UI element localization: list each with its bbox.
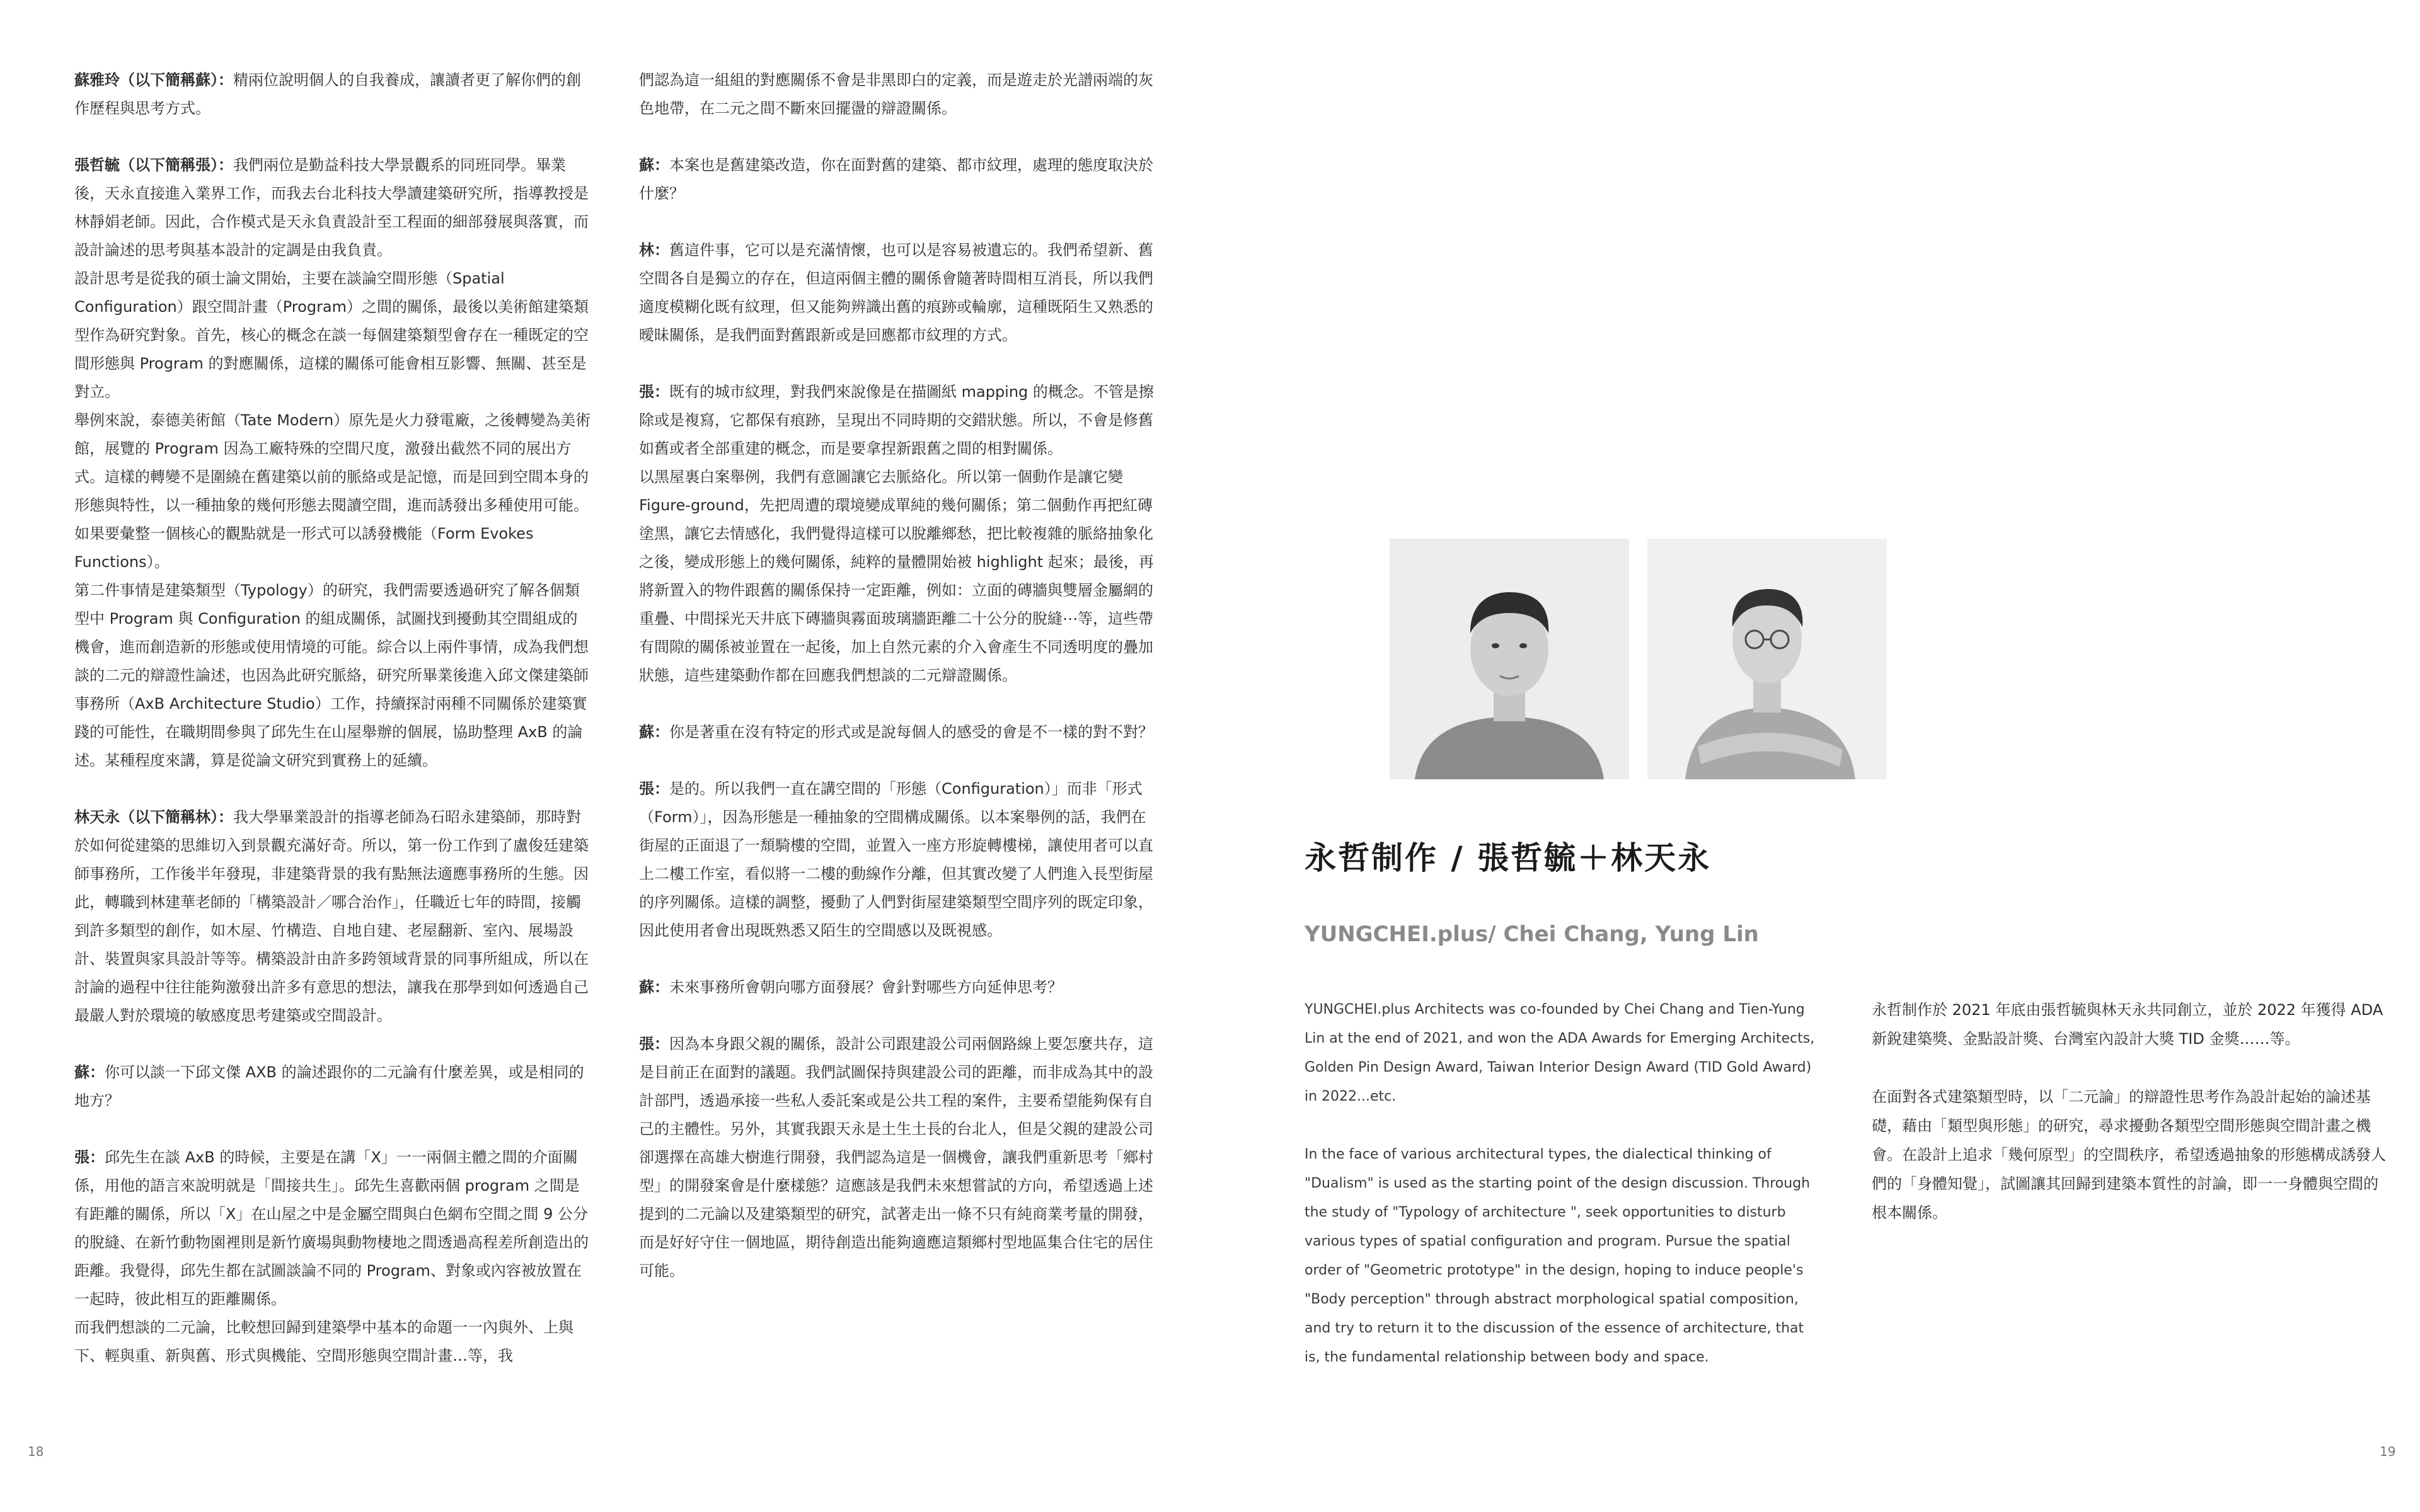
- paragraph-text: 未來事務所會朝向哪方面發展？會針對哪些方向延伸思考？: [669, 978, 1063, 996]
- paragraph-lin-old-new: [639, 236, 1156, 350]
- paragraph-thesis: 設計思考是從我的碩士論文開始，主要在談論空間形態（Spatial Configuration）跟空間計畫（Program）之間的關係，最後以美術館建築類型作為研究對象。首先，核心的概念在談一每個建築類型會存在一種既定的空間形態與 Program 的對應關係，這樣的關係可能會相互影響、無關、甚至是對立。: [74, 270, 589, 401]
- paragraph-text: 是的。所以我們一直在講空間的「形態（Configuration）」而非「形式（Form）」，因為形態是一種抽象的空間構成關係。以本案舉例的話，我們在街屋的正面退了一頹騎樓的空間，並置入一座方形旋轉樓梯，讓使用者可以直上二樓工作室，看似將一二樓的動線作分離，但其實改變了人們進入長型街屋的序列關係。這樣的調整，擾動了人們對街屋建築類型空間序列的既定印象，因此使用者會出現既熟悉又陌生的空間感以及既視感。: [639, 780, 1153, 939]
- paragraph-text: 舊這件事，它可以是充滿情懷，也可以是容易被遺忘的。我們希望新、舊空間各自是獨立的存在，但這兩個主體的關係會隨著時間相互消長，所以我們適度模糊化既有紋理，但又能夠辨識出舊的痕跡或輪廓，這種既陌生又熟悉的曖昧關係，是我們面對舊跟新或是回應都市紋理的方式。: [639, 241, 1153, 344]
- paragraph-text: 你可以談一下邱文傑 AXB 的論述跟你的二元論有什麼差異，或是相同的地方？: [74, 1063, 584, 1109]
- speaker-label: 蘇：: [639, 723, 669, 741]
- portrait-illustration: [1390, 539, 1629, 779]
- speaker-label: 蘇：: [639, 156, 669, 174]
- paragraph-su-intro: [74, 66, 591, 123]
- paragraph-text: 邱先生在談 AxB 的時候，主要是在講「X」一一兩個主體之間的介面關係，用他的語言來說明就是「間接共生」。邱先生喜歡兩個 program 之間是有距離的關係，所以「X」在山屋之中是金屬空間與白色網布空間之間 9 公分的脫縫、在新竹動物園裡則是新竹廣場與動物棲地之間透過高程差所創造出的距離。我覺得，邱先生都在試圖談論不同的 Program、對象或內容被放置在一起時，彼此相互的距離關係。: [74, 1148, 589, 1308]
- interview-column-2: [639, 66, 1156, 1314]
- speaker-label: 張哲毓（以下簡稱張）：: [74, 156, 233, 174]
- english-bio-paragraph: YUNGCHEI.plus Architects was co-founded by Chei Chang and Tien-Yung Lin at the end of 2021, and won the ADA Awards for Emerging Architects, Golden Pin Design Award, Taiwan Interior Design Award (TID Gold Award) in 2022...etc.: [1305, 1002, 1815, 1104]
- page-number-left: 18: [28, 1444, 44, 1459]
- studio-title: 永哲制作 / 張哲毓＋林天永: [1305, 840, 1712, 876]
- paragraph-dualism: 而我們想談的二元論，比較想回歸到建築學中基本的命題一一內與外、上與下、輕與重、新與舊、形式與機能、空間形態與空間計畫…等，我: [74, 1319, 573, 1365]
- paragraph-tate-modern: 舉例來說，泰德美術館（Tate Modern）原先是火力發電廠，之後轉變為美術館，展覽的 Program 因為工廠特殊的空間尺度，激發出截然不同的展出方式。這樣的轉變不是圍繞在舊建築以前的脈絡或是記憶，而是回到空間本身的形態與特性，以一種抽象的幾何形態去閱讀空間，進而誘發出多種使用可能。如果要彙整一個核心的觀點就是一形式可以誘發機能（Form Evokes Functions）。: [74, 411, 591, 571]
- paragraph-lin-background: [74, 803, 591, 1030]
- speaker-label: 蘇：: [639, 978, 669, 996]
- english-bio-paragraph: In the face of various architectural types, the dialectical thinking of "Dualism" is used as the starting point of the design discussion. Through the study of "Typology of architecture ", seek opportunities to disturb various types of spatial configuration and program. Pursue the spatial order of "Geometric prototype" in the design, hoping to induce people's "Body perception" through abstract morphological spatial composition, and try to return it to the discussion of the essence of architecture, that is, the fundamental relationship between body and space.: [1305, 1147, 1811, 1365]
- paragraph-text: 我大學畢業設計的指導老師為石昭永建築師，那時對於如何從建築的思維切入到景觀充滿好奇。所以，第一份工作到了盧俊廷建築師事務所，工作後半年發現，非建築背景的我有點無法適應事務所的生態。因此，轉職到林建華老師的「構築設計／哪合治作」，任職近七年的時間，接觸到許多類型的創作，如木屋、竹構造、自地自建、老屋翻新、室內、展場設計、裝置與家具設計等等。構築設計由許多跨領域背景的同事所組成，所以在討論的過程中往往能夠激發出許多有意思的想法，讓我在那學到如何透過自己最嚴人對於環境的敏感度思考建築或空間設計。: [74, 808, 589, 1024]
- paragraph-chang-configuration: [639, 775, 1156, 945]
- paragraph-typology: 第二件事情是建築類型（Typology）的研究，我們需要透過研究了解各個類型中 Program 與 Configuration 的組成關係，試圖找到擾動其空間組成的機會，進而創造新的形態或使用情境的可能。綜合以上兩件事情，成為我們想談的二元的辯證性論述，也因為此研究脈絡，研究所畢業後進入邱文傑建築師事務所（AxB Architecture Studio）工作，持續探討兩種不同關係於建築實踐的可能性，在職期間參與了邱先生在山屋舉辦的個展，協助整理 AxB 的論述。某種程度來講，算是從論文研究到實務上的延續。: [74, 581, 589, 769]
- chinese-bio-column: [1872, 995, 2388, 1256]
- paragraph-text: 我們兩位是勤益科技大學景觀系的同班同學。畢業後，天永直接進入業界工作，而我去台北科技大學讀建築研究所，指導教授是林靜娟老師。因此，合作模式是天永負責設計至工程面的細部發展與落實，而設計論述的思考與基本設計的定調是由我負責。: [74, 156, 589, 259]
- paragraph-text: 本案也是舊建築改造，你在面對舊的建築、都市紋理，處理的態度取決於什麼？: [639, 156, 1153, 202]
- paragraph-su-question-old: [639, 151, 1156, 208]
- paragraph-su-question-future: [639, 973, 1156, 1002]
- speaker-label: 蘇：: [74, 1063, 105, 1081]
- paragraph-su-question-axb: [74, 1058, 591, 1115]
- portrait-photo-lin: [1647, 539, 1887, 779]
- speaker-label: 張：: [639, 780, 669, 798]
- paragraph-text: 精兩位說明個人的自我養成，讓讀者更了解你們的創作歷程與思考方式。: [74, 71, 581, 117]
- paragraph-black-house: 以黑屋裏白案舉例，我們有意圖讓它去脈絡化。所以第一個動作是讓它變 Figure-ground，先把周遭的環境變成單純的幾何關係；第二個動作再把紅磚塗黑，讓它去情感化，我們覺得這樣可以脫離鄉愁，把比較複雜的脈絡抽象化之後，變成形態上的幾何關係，純粹的量體開始被 highlight 起來；最後，再將新置入的物件跟舊的關係保持一定距離，例如：立面的磚牆與雙層金屬網的重疊、中間採光天井底下磚牆與霧面玻璃牆距離二十公分的脫縫⋯等，這些帶有間隙的關係被並置在一起後，加上自然元素的介入會產生不同透明度的疊加狀態，這些建築動作都在回應我們想談的二元辯證關係。: [639, 468, 1154, 684]
- paragraph-chang-background: [74, 151, 591, 265]
- paragraph-su-question-form: [639, 718, 1156, 747]
- page-number-right: 19: [2380, 1444, 2396, 1459]
- interview-column-1: [74, 66, 591, 1370]
- speaker-label: 張：: [639, 383, 669, 401]
- paragraph-text: 你是著重在沒有特定的形式或是說每個人的感受的會是不一樣的對不對？: [669, 723, 1153, 741]
- paragraph-continuation: 們認為這一組組的對應關係不會是非黑即白的定義，而是遊走於光譜兩端的灰色地帶，在二元之間不斷來回擺盪的辯證關係。: [639, 71, 1153, 117]
- speaker-label: 張：: [74, 1148, 105, 1166]
- speaker-label: 蘇雅玲（以下簡稱蘇）：: [74, 71, 233, 89]
- chinese-bio-paragraph: 永哲制作於 2021 年底由張哲毓與林天永共同創立，並於 2022 年獲得 ADA 新銳建築獎、金點設計獎、台灣室內設計大獎 TID 金獎……等。: [1872, 1001, 2383, 1048]
- chinese-bio-paragraph: 在面對各式建築類型時，以「二元論」的辯證性思考作為設計起始的論述基礎，藉由「類型與形態」的研究，尋求擾動各類型空間形態與空間計畫之機會。在設計上追求「幾何原型」的空間秩序，希望透過抽象的形態構成誘發人們的「身體知覺」，試圖讓其回歸到建築本質性的討論，即一一身體與空間的根本關係。: [1872, 1088, 2386, 1222]
- paragraph-text: 既有的城市紋理，對我們來說像是在描圖紙 mapping 的概念。不管是擦除或是複寫，它都保有痕跡，呈現出不同時期的交錯狀態。所以，不會是修舊如舊或者全部重建的概念，而是要拿捏新跟舊之間的相對關係。: [639, 383, 1154, 457]
- paragraph-chang-axb: [74, 1143, 591, 1314]
- paragraph-chang-future: [639, 1030, 1156, 1285]
- speaker-label: 林：: [639, 241, 669, 259]
- speaker-label: 張：: [639, 1035, 669, 1053]
- english-bio-column: [1305, 995, 1821, 1401]
- paragraph-chang-mapping: [639, 378, 1156, 463]
- studio-english-title: YUNGCHEI.plus/ Chei Chang, Yung Lin: [1305, 922, 1759, 947]
- paragraph-text: 因為本身跟父親的關係，設計公司跟建設公司兩個路線上要怎麼共存，這是目前正在面對的議題。我們試圖保持與建設公司的距離，而非成為其中的設計部門，透過承接一些私人委託案或是公共工程的案件，主要希望能夠保有自己的主體性。另外，其實我跟天永是土生土長的台北人，但是父親的建設公司卻選擇在高雄大樹進行開發，我們認為這是一個機會，讓我們重新思考「鄉村型」的開發案會是什麼樣態？這應該是我們未來想嘗試的方向，希望透過上述提到的二元論以及建築類型的研究，試著走出一條不只有純商業考量的開發，而是好好守住一個地區，期待創造出能夠適應這類鄉村型地區集合住宅的居住可能。: [639, 1035, 1153, 1280]
- portrait-illustration: [1647, 539, 1887, 779]
- portrait-photo-chang: [1390, 539, 1629, 779]
- speaker-label: 林天永（以下簡稱林）：: [74, 808, 233, 826]
